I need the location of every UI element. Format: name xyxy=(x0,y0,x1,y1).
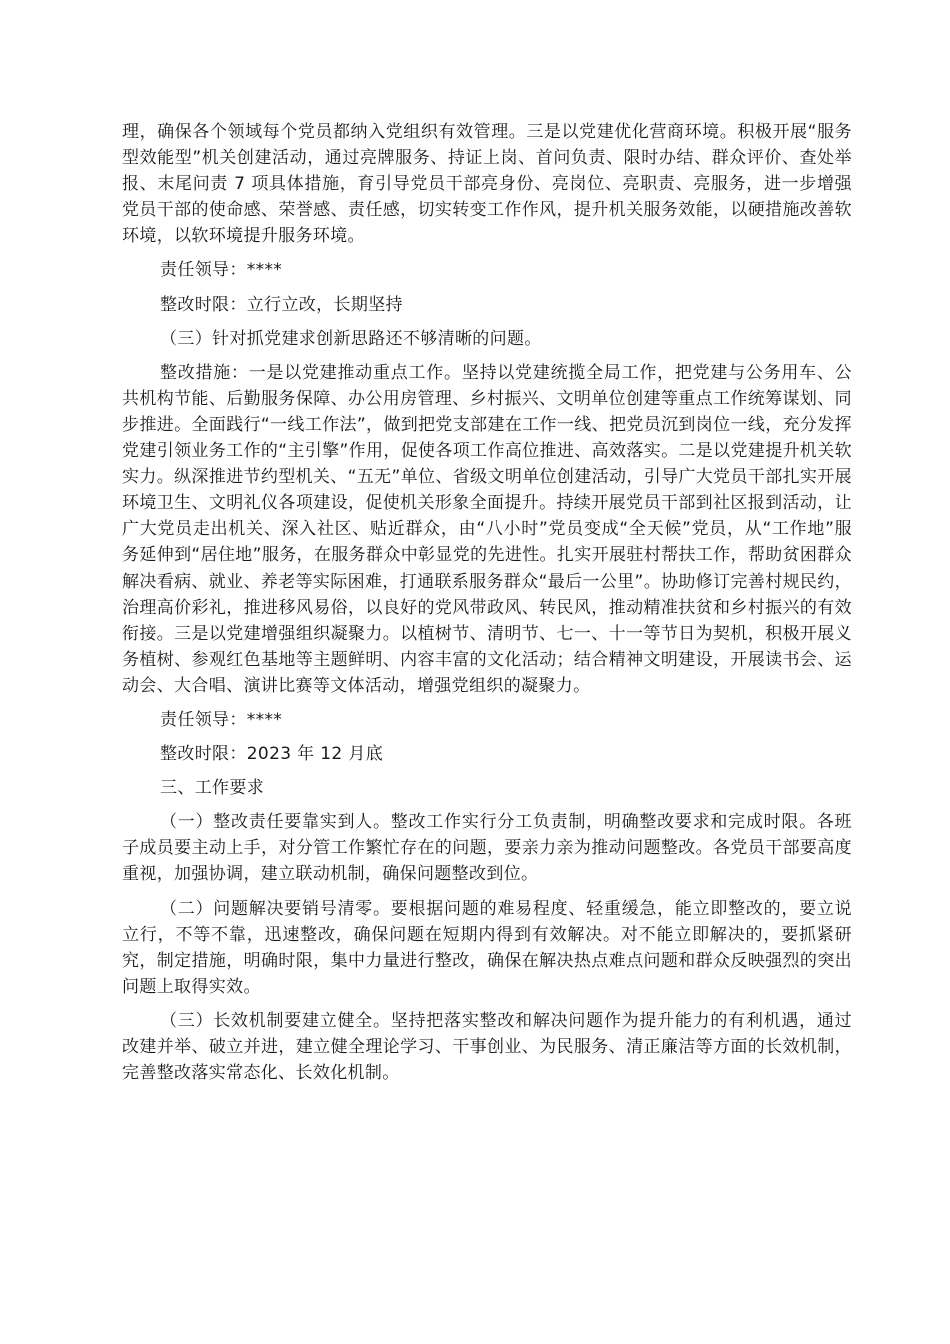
rectification-deadline-line: 整改时限：立行立改，长期坚持 xyxy=(160,294,403,315)
requirement-paragraph-3: （三）长效机制要建立健全。坚持把落实整改和解决问题作为提升能力的有利机遇，通过改建并举、破立并进，建立健全理论学习、干事创业、为民服务、清正廉洁等方面的长效机制，完善整改落实常态化、长效化机制。 xyxy=(122,1010,852,1084)
section-heading-3: （三）针对抓党建求创新思路还不够清晰的问题。 xyxy=(160,328,542,349)
responsible-leader-line: 责任领导：**** xyxy=(160,709,283,730)
requirement-paragraph-1: （一）整改责任要靠实到人。整改工作实行分工负责制，明确整改要求和完成时限。各班子成员要主动上手，对分管工作繁忙存在的问题，要亲力亲为推动问题整改。各党员干部要高度重视，加强协调，建立联动机制，确保问题整改到位。 xyxy=(122,812,852,885)
paragraph-continuation: 理，确保各个领域每个党员都纳入党组织有效管理。三是以党建优化营商环境。积极开展“服务型效能型”机关创建活动，通过亮牌服务、持证上岗、首问负责、限时办结、群众评价、查处举报、末尾问责 7 项具体措施，育引导党员干部亮身份、亮岗位、亮职责、亮服务，进一步增强党员干部的使命感、荣誉感、责任感，切实转变工作作风，提升机关服务效能，以硬措施改善软环境，以软环境提升服务环境。 xyxy=(122,122,852,247)
section-heading-work-requirements: 三、工作要求 xyxy=(160,778,265,799)
requirement-paragraph-2: （二）问题解决要销号清零。要根据问题的难易程度、轻重缓急，能立即整改的，要立说立行，不等不靠，迅速整改，确保问题在短期内得到有效解决。对不能立即解决的，要抓紧研究，制定措施，明确时限，集中力量进行整改，确保在解决热点难点问题和群众反映强烈的突出问题上取得实效。 xyxy=(122,898,852,997)
responsible-leader-line: 责任领导：**** xyxy=(160,260,283,281)
rectification-measures-paragraph: 整改措施：一是以党建推动重点工作。坚持以党建统揽全局工作，把党建与公务用车、公共机构节能、后勤服务保障、办公用房管理、乡村振兴、文明单位创建等重点工作统筹谋划、同步推进。全面践行“一线工作法”，做到把党支部建在工作一线、把党员沉到岗位一线，充分发挥党建引领业务工作的“主引擎”作用，促使各项工作高位推进、高效落实。二是以党建提升机关软实力。纵深推进节约型机关、“五无”单位、省级文明单位创建活动，引导广大党员干部扎实开展环境卫生、文明礼仪各项建设，促使机关形象全面提升。持续开展党员干部到社区报到活动，让广大党员走出机关、深入社区、贴近群众，由“八小时”党员变成“全天候”党员，从“工作地”服务延伸到“居住地”服务，在服务群众中彰显党的先进性。扎实开展驻村帮扶工作，帮助贫困群众解决看病、就业、养老等实际困难，打通联系服务群众“最后一公里”。协助修订完善村规民约，治理高价彩礼，推进移风易俗，以良好的党风带政风、转民风，推动精准扶贫和乡村振兴的有效衔接。三是以党建增强组织凝聚力。以植树节、清明节、七一、十一等节日为契机，积极开展义务植树、参观红色基地等主题鲜明、内容丰富的文化活动；结合精神文明建设，开展读书会、运动会、大合唱、演讲比赛等文体活动，增强党组织的凝聚力。 xyxy=(122,362,852,696)
document-body xyxy=(122,119,852,1094)
rectification-deadline-line: 整改时限：2023 年 12 月底 xyxy=(160,744,384,765)
